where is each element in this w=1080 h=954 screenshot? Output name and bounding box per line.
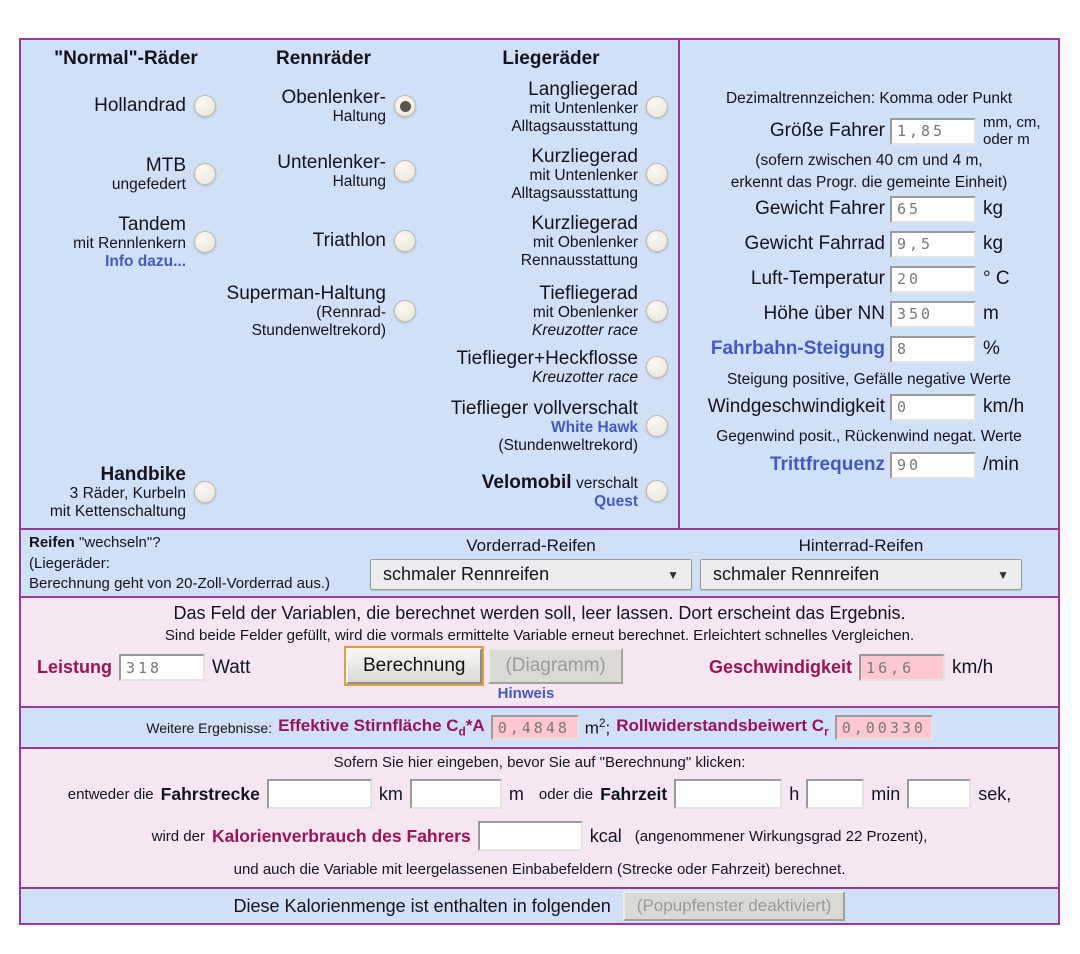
geschwindigkeit-label: Geschwindigkeit	[709, 657, 853, 677]
option-label: Triathlon	[312, 230, 386, 252]
option-sublabel: mit Kettenschaltung	[49, 502, 186, 520]
radio-tieflieger-vollverschalt[interactable]	[646, 415, 668, 437]
tire-section	[21, 528, 1058, 596]
option-label: Superman-Haltung	[226, 283, 386, 304]
temperatur-input[interactable]	[890, 266, 976, 293]
gewicht-fahrer-unit: kg	[983, 198, 1004, 219]
cr-result[interactable]	[835, 715, 933, 740]
cda-unit: $m^2$;	[584, 716, 611, 738]
option-sublabel: Kreuzotter race	[532, 369, 638, 387]
radio-handbike[interactable]	[194, 481, 216, 503]
trittfrequenz-input[interactable]	[890, 452, 976, 479]
option-label: Tieflieger+Heckflosse	[456, 348, 638, 369]
gewicht-fahrrad-input[interactable]	[890, 231, 976, 258]
option-label: Kurzliegerad	[531, 213, 638, 234]
kalorienverbrauch-label: Kalorienverbrauch des Fahrers	[211, 825, 471, 846]
option-handbike[interactable]	[31, 464, 216, 520]
calculator-frame	[19, 38, 1060, 925]
dropdown-arrow-icon: ▼	[667, 567, 679, 582]
front-tire-value: schmaler Rennreifen	[383, 564, 550, 584]
option-sublabel: (Stundenweltrekord)	[498, 436, 638, 454]
gewicht-fahrrad-row	[680, 229, 1052, 259]
white-hawk-link[interactable]: White Hawk	[551, 419, 638, 437]
results-prefix: Weitere Ergebnisse:	[146, 719, 273, 736]
cr-label: Rollwiderstandsbeiwert $C_r$	[616, 716, 829, 739]
parameter-panel	[678, 40, 1058, 528]
min-unit: min	[871, 783, 901, 804]
option-tandem[interactable]	[31, 214, 216, 270]
groesse-label: Größe Fahrer	[769, 120, 885, 141]
option-langliegerad[interactable]	[351, 79, 668, 135]
leistung-label: Leistung	[37, 657, 112, 677]
radio-tiefliegerad[interactable]	[646, 300, 668, 322]
leistung-group	[37, 654, 250, 681]
option-sublabel: mit Rennlenkern	[73, 235, 186, 253]
kcal-section	[21, 747, 1058, 887]
option-hollandrad[interactable]	[31, 95, 216, 117]
radio-kurzliegerad-untenlenker[interactable]	[646, 163, 668, 185]
trittfrequenz-row	[680, 450, 1052, 480]
option-sublabel: mit Obenlenker	[532, 304, 638, 322]
option-sublabel: mit Untenlenker	[529, 167, 638, 185]
temperatur-unit: ° C	[983, 268, 1010, 289]
option-velomobil[interactable]	[351, 472, 668, 511]
option-sublabel: Haltung	[332, 108, 386, 126]
option-sublabel: mit Untenlenker	[529, 100, 638, 118]
fahrzeit-label: Fahrzeit	[600, 783, 668, 804]
info-dazu-link[interactable]: Info dazu...	[105, 252, 186, 270]
zeit-sek-input[interactable]	[907, 779, 971, 809]
hoehe-label: Höhe über NN	[763, 303, 885, 324]
kcal-pre: wird der	[151, 827, 205, 845]
steigung-note: Steigung positive, Gefälle negative Werte	[726, 371, 1012, 388]
diagramm-button[interactable]: (Diagramm)	[488, 648, 622, 684]
gewicht-fahrrad-unit: kg	[983, 233, 1004, 254]
option-sublabel: verschalt	[575, 475, 638, 492]
popup-deaktiviert-button[interactable]: (Popupfenster deaktiviert)	[623, 891, 846, 921]
option-label: Handbike	[100, 464, 186, 485]
option-label: Velomobil	[481, 472, 572, 493]
cda-label: Effektive Stirnfläche $C_d*A$	[278, 716, 485, 739]
geschwindigkeit-unit: km/h	[952, 656, 994, 678]
kcal-row	[21, 821, 1058, 851]
trittfrequenz-unit: /min	[983, 454, 1019, 475]
option-label: Untenlenker-	[277, 152, 386, 173]
heading-liegeraeder: Liegeräder	[502, 48, 600, 69]
option-tiefliegerad[interactable]	[351, 283, 668, 339]
wind-note: Gegenwind posit., Rückenwind negat. Werte	[716, 428, 1022, 445]
option-kurzliegerad-untenlenker[interactable]	[351, 146, 668, 202]
kcal-instruction: Sofern Sie hier eingeben, bevor Sie auf "Berechnung" klicken:	[333, 754, 746, 771]
temperatur-label: Luft-Temperatur	[750, 268, 885, 289]
geschwindigkeit-group	[709, 654, 993, 681]
heading-rennraeder: Rennräder	[275, 48, 372, 69]
further-results-section	[21, 706, 1058, 747]
zeit-h-input[interactable]	[674, 779, 782, 809]
steigung-input[interactable]	[890, 336, 976, 363]
gewicht-fahrrad-label: Gewicht Fahrrad	[744, 233, 885, 254]
front-tire-select[interactable]	[370, 559, 692, 590]
decimal-note: Dezimaltrennzeichen: Komma oder Punkt	[725, 90, 1013, 107]
calculation-section	[21, 596, 1058, 706]
option-sublabel: Alltagsausstattung	[511, 184, 638, 202]
wind-input[interactable]	[890, 394, 976, 421]
option-label: Kurzliegerad	[531, 146, 638, 167]
h-unit: h	[789, 783, 800, 804]
option-label: Hollandrad	[94, 95, 186, 117]
distance-time-row	[21, 779, 1058, 809]
wind-label: Windgeschwindigkeit	[707, 396, 885, 417]
option-mtb[interactable]	[31, 155, 216, 194]
option-label: Obenlenker-	[281, 87, 386, 108]
footer-text: Diese Kalorienmenge ist enthalten in folgenden	[233, 895, 611, 916]
option-sublabel: Kreuzotter race	[532, 321, 638, 339]
option-label: MTB	[145, 155, 186, 176]
bike-selection-section	[21, 40, 1058, 528]
radio-kurzliegerad-obenlenker[interactable]	[646, 230, 668, 252]
kcal-input[interactable]	[478, 821, 583, 851]
steigung-unit: %	[983, 338, 1000, 359]
gewicht-fahrer-label: Gewicht Fahrer	[755, 198, 885, 219]
temperatur-row	[680, 264, 1052, 294]
front-tire-header: Vorderrad-Reifen	[466, 536, 596, 555]
radio-velomobil[interactable]	[646, 480, 668, 502]
kcal-note-2: und auch die Variable mit leergelassenen Einbabefeldern (Strecke oder Fahrzeit) berechnet.	[233, 861, 846, 878]
hinweis-link[interactable]: Hinweis	[497, 685, 555, 702]
calc-instruction-1: Das Feld der Variablen, die berechnet werden soll, leer lassen. Dort erscheint das Ergebnis.	[173, 603, 906, 623]
option-tieflieger-heckflosse[interactable]	[351, 348, 668, 387]
wirkungsgrad-note: (angenommener Wirkungsgrad 22 Prozent),	[634, 827, 928, 845]
option-kurzliegerad-obenlenker[interactable]	[351, 213, 668, 269]
dropdown-arrow-icon: ▼	[997, 567, 1009, 582]
option-sublabel: Rennausstattung	[520, 251, 638, 269]
berechnung-button[interactable]: Berechnung	[346, 648, 482, 684]
footer-section	[21, 887, 1058, 923]
zeit-pre: oder die	[538, 785, 594, 803]
option-sublabel: Alltagsausstattung	[511, 117, 638, 135]
steigung-row	[680, 334, 1052, 364]
rear-tire-select[interactable]	[700, 559, 1022, 590]
calc-instruction-2: Sind beide Felder gefüllt, wird die vormals ermittelte Variable erneut berechnet. Erleichtert schnelles Vergleichen.	[164, 627, 915, 644]
zeit-min-input[interactable]	[806, 779, 864, 809]
fahrstrecke-label: Fahrstrecke	[160, 783, 260, 804]
cda-result[interactable]	[491, 715, 579, 740]
option-sublabel: Haltung	[332, 173, 386, 191]
heading-normal-raeder: "Normal"-Räder	[54, 48, 198, 69]
wind-row	[680, 392, 1052, 422]
strecke-m-input[interactable]	[410, 779, 502, 809]
option-sublabel: ungefedert	[111, 176, 186, 194]
quest-link[interactable]: Quest	[594, 493, 638, 511]
geschwindigkeit-result[interactable]	[859, 654, 945, 681]
option-sublabel: 3 Räder, Kurbeln	[69, 485, 186, 503]
groesse-note: (sofern zwischen 40 cm und 4 m, erkennt das Progr. die gemeinte Einheit)	[730, 152, 1008, 191]
option-sublabel: mit Obenlenker	[532, 234, 638, 252]
hoehe-input[interactable]	[890, 301, 976, 328]
option-label: Tieflieger vollverschalt	[450, 398, 638, 419]
km-unit: km	[378, 783, 403, 804]
leistung-input[interactable]	[119, 654, 205, 681]
sek-unit: sek,	[978, 783, 1012, 804]
groesse-input[interactable]	[890, 118, 976, 145]
option-label: Langliegerad	[528, 79, 638, 100]
calc-buttons	[346, 648, 623, 684]
tire-note: Reifen "wechseln"? (Liegeräder: Berechnung geht von 20-Zoll-Vorderrad aus.)	[29, 534, 331, 593]
rear-tire-value: schmaler Rennreifen	[713, 564, 880, 584]
wind-unit: km/h	[983, 396, 1025, 417]
trittfrequenz-link[interactable]: Trittfrequenz	[769, 454, 885, 475]
strecke-pre: entweder die	[67, 785, 154, 803]
option-label: Tandem	[118, 214, 186, 235]
steigung-link[interactable]: Fahrbahn-Steigung	[710, 338, 885, 359]
strecke-km-input[interactable]	[267, 779, 372, 809]
gewicht-fahrer-input[interactable]	[890, 196, 976, 223]
leistung-unit: Watt	[212, 656, 251, 678]
option-tieflieger-vollverschalt[interactable]	[351, 398, 668, 454]
bike-columns	[21, 40, 678, 528]
gewicht-fahrer-row	[680, 194, 1052, 224]
option-label: Tiefliegerad	[539, 283, 638, 304]
option-sublabel: Stundenweltrekord)	[251, 321, 386, 339]
radio-langliegerad[interactable]	[646, 96, 668, 118]
hoehe-row	[680, 299, 1052, 329]
rear-tire-header: Hinterrad-Reifen	[798, 536, 924, 555]
hoehe-unit: m	[983, 303, 999, 324]
m-unit: m	[508, 783, 524, 804]
groesse-unit: mm, cm,	[983, 113, 1041, 131]
kcal-unit: kcal	[589, 825, 622, 846]
groesse-row: Größe Fahrer 1,85 mm, cm, oder m	[680, 116, 1052, 146]
radio-tieflieger-heckflosse[interactable]	[646, 356, 668, 378]
option-sublabel: (Rennrad-	[316, 304, 386, 322]
